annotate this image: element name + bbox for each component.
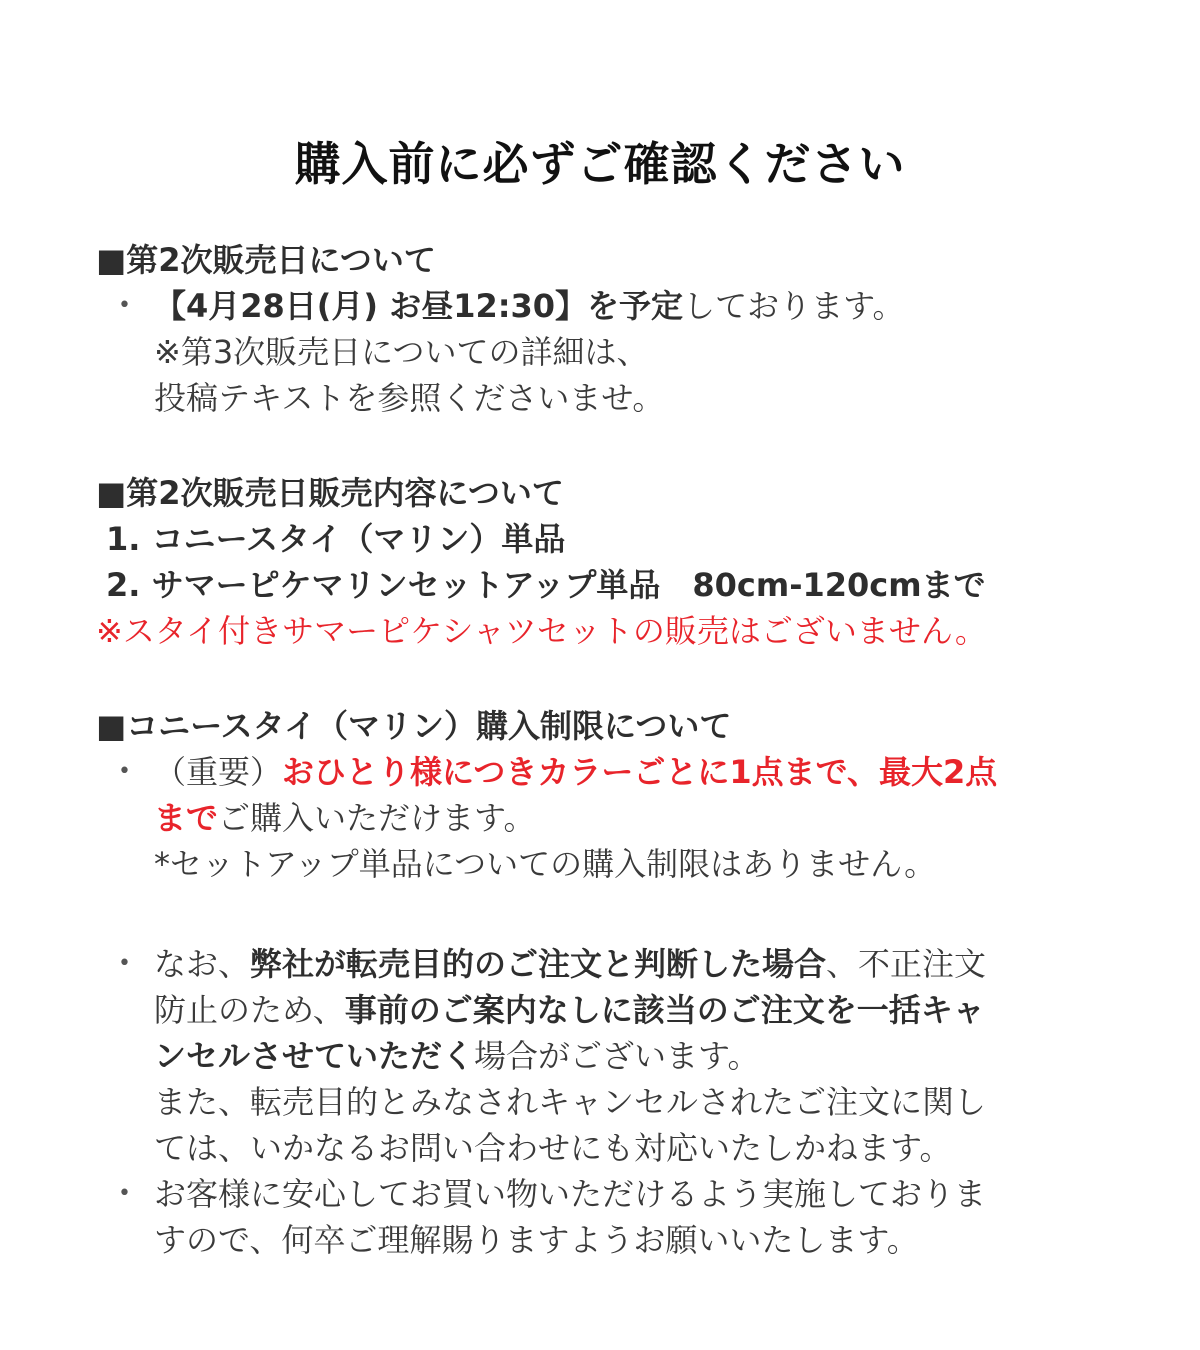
bullet-icon: • [118, 1181, 131, 1206]
section-notices [96, 941, 1096, 1263]
text-span: なお、 [154, 945, 251, 983]
sale-date-suffix: しております。 [683, 287, 905, 325]
text-span-bold: ンセルさせていただく [154, 1037, 475, 1075]
list-item: 2. サマーピケマリンセットアップ単品 80cm-120cmまで [106, 566, 986, 604]
list-item: 1. コニースタイ（マリン）単品 [106, 520, 566, 558]
list-item [96, 283, 1096, 329]
bullet-icon: • [118, 293, 131, 318]
section-heading: ■コニースタイ（マリン）購入制限について [96, 707, 732, 745]
text-span: 場合がございます。 [474, 1037, 760, 1075]
note-line: 投稿テキストを参照くださいませ。 [154, 379, 665, 417]
text-span-bold: 事前のご案内なしに該当のご注文を一括キャ [344, 991, 985, 1029]
text-span: お客様に安心してお買い物いただけるよう実施しておりま [154, 1175, 987, 1213]
section-heading: ■第2次販売日販売内容について [96, 474, 564, 512]
list-item-continuation: ては、いかなるお問い合わせにも対応いたしかねます。 [154, 1129, 952, 1167]
text-span: 、不正注文 [826, 945, 987, 983]
list-item-continuation [96, 1033, 1096, 1079]
list-item [96, 749, 1096, 795]
bullet-icon: • [118, 951, 131, 976]
page-title: 購入前に必ずご確認ください [294, 137, 906, 191]
section-purchase-limit [96, 703, 1096, 887]
list-item-continuation: すので、何卒ご理解賜りますようお願いいたします。 [154, 1221, 919, 1259]
list-item [96, 941, 1096, 987]
section-sale-contents [96, 470, 1096, 654]
list-item-continuation [96, 987, 1096, 1033]
list-item-continuation: また、転売目的とみなされキャンセルされたご注文に関し [154, 1083, 987, 1121]
bullet-icon: • [118, 759, 131, 784]
limit-text: おひとり様につきカラーごとに1点まで、最大2点 [282, 753, 998, 791]
text-span-bold: 弊社が転売目的のご注文と判断した場合 [250, 945, 827, 983]
section-sale-date [96, 237, 1096, 421]
sale-date-text: 【4月28日(月) お昼12:30】を予定 [154, 287, 684, 325]
limit-text-end: まで [154, 799, 219, 837]
note-line: ※第3次販売日についての詳細は、 [154, 333, 649, 371]
warning-note: ※スタイ付きサマーピケシャツセットの販売はございません。 [96, 612, 987, 650]
text-span: 防止のため、 [154, 991, 345, 1029]
limit-text-suffix: ご購入いただけます。 [218, 799, 536, 837]
list-item [96, 1171, 1096, 1217]
list-item-continuation [96, 795, 1096, 841]
important-label: （重要） [154, 753, 283, 791]
section-heading: ■第2次販売日について [96, 241, 436, 279]
note-line: *セットアップ単品についての購入制限はありません。 [154, 845, 937, 883]
